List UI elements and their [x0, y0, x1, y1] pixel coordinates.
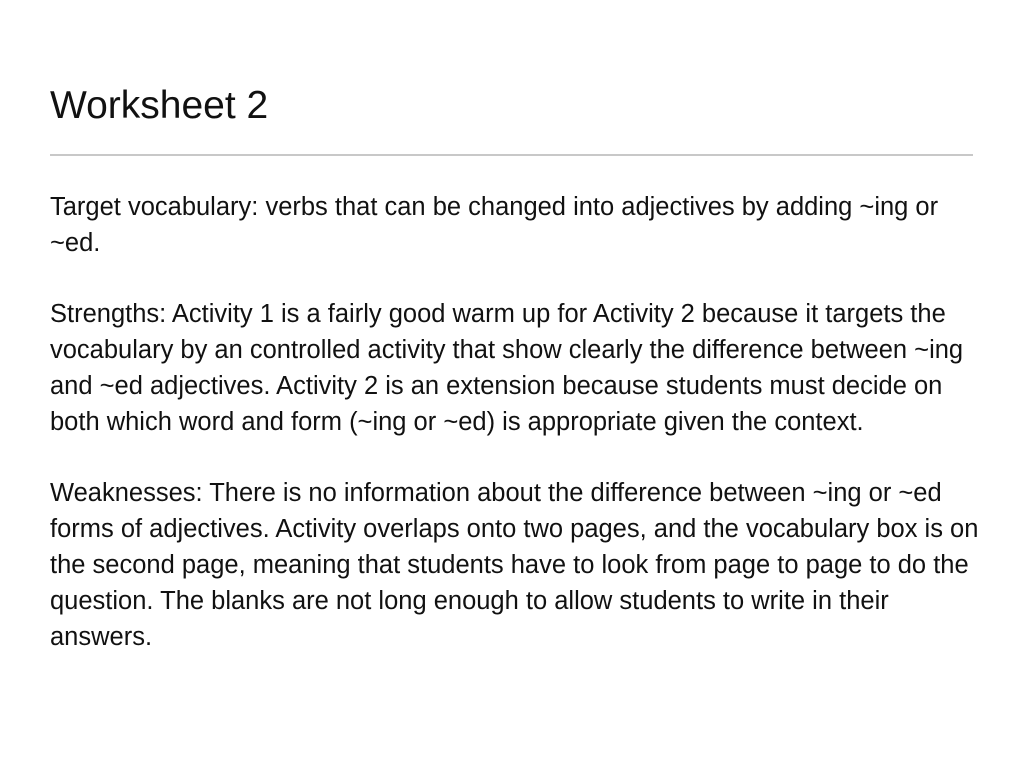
slide-body: [50, 189, 980, 655]
page-title: Worksheet 2: [50, 84, 269, 127]
title-divider: [50, 154, 973, 156]
paragraph-strengths: Strengths: Activity 1 is a fairly good warm up for Activity 2 because it targets the vocabulary by an controlled activity that show clearly the difference between ~ing and ~ed adjectives. Activity 2 is an extension because students must decide on both which word and form (~ing or ~ed) is appropriate given the context.: [50, 300, 964, 436]
paragraph-target-vocabulary: Target vocabulary: verbs that can be changed into adjectives by adding ~ing or ~ed.: [50, 193, 939, 257]
paragraph-weaknesses: Weaknesses: There is no information about the difference between ~ing or ~ed forms of adjectives. Activity overlaps onto two pages, and the vocabulary box is on the second page, meaning that students have to look from page to page to do the question. The blanks are not long enough to allow students to write in their answers.: [50, 479, 979, 651]
